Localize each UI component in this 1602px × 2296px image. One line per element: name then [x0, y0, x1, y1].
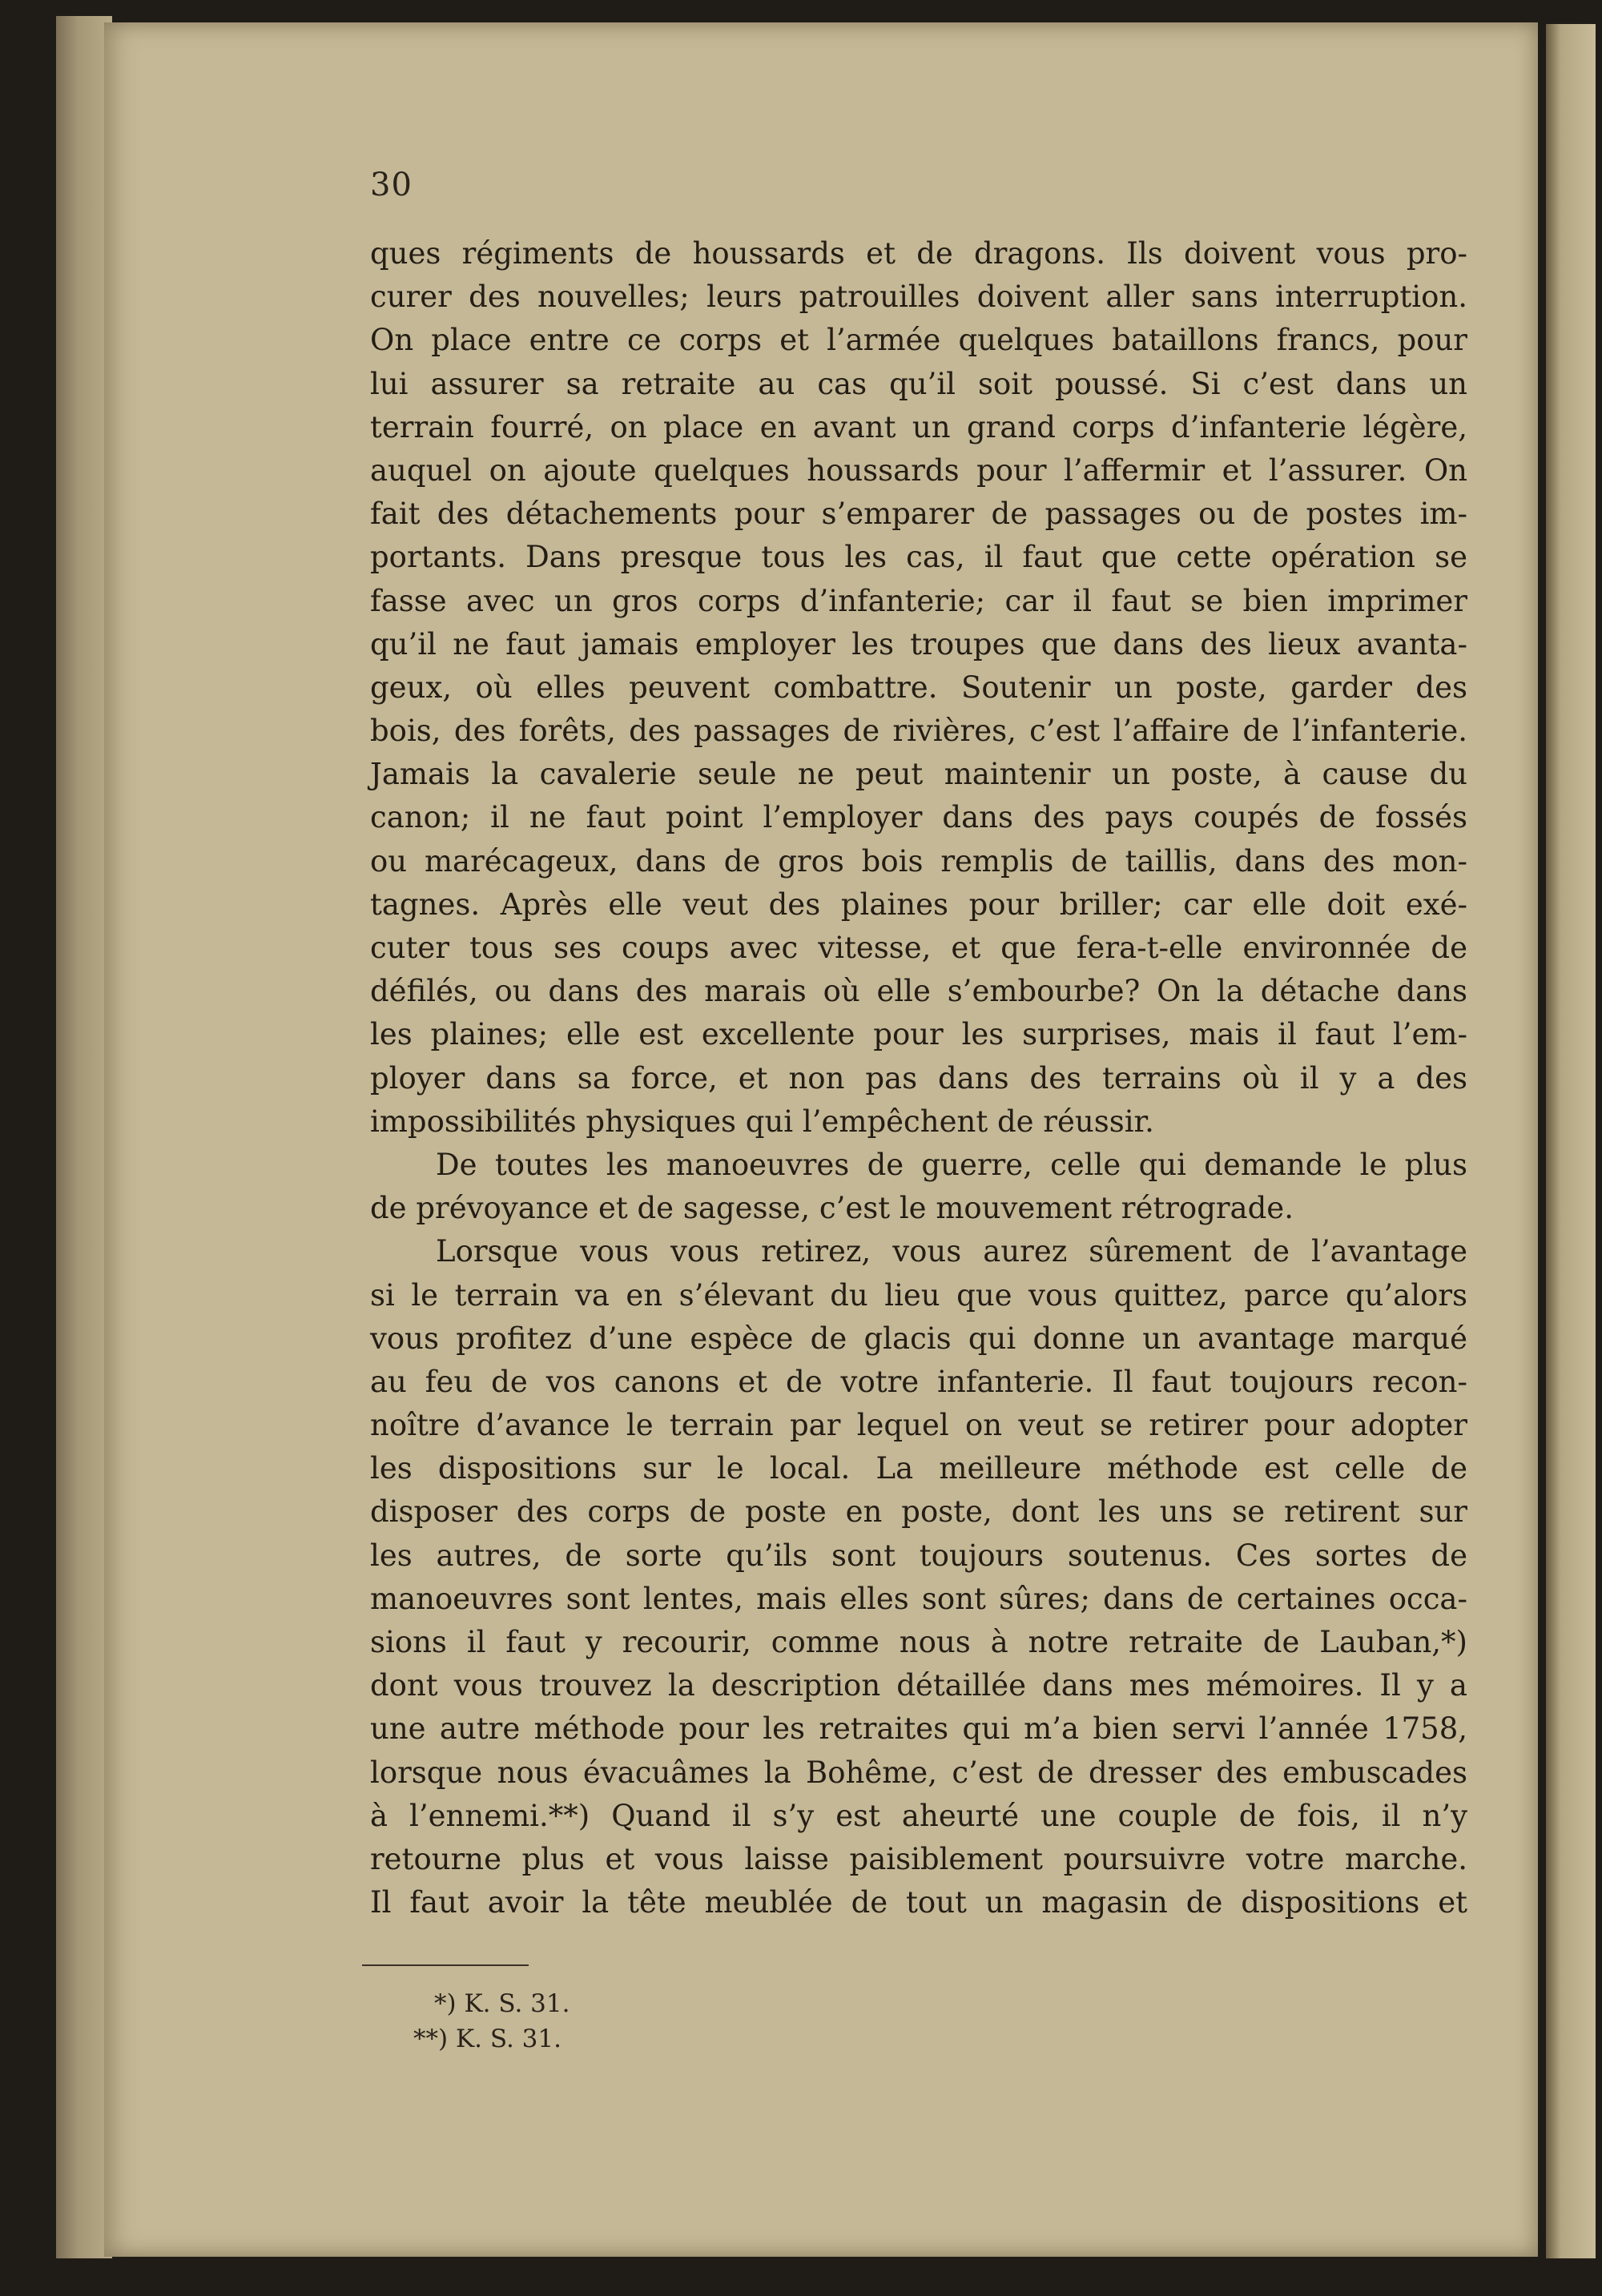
text-line: si le terrain va en s’élevant du lieu que vous quittez, parce qu’alors	[370, 1277, 1467, 1313]
text-line: impossibilités physiques qui l’empêchent de réussir.	[370, 1104, 1154, 1139]
text-line: défilés, ou dans des marais où elle s’embourbe? On la détache dans	[370, 974, 1467, 1009]
text-line: les plaines; elle est excellente pour les surprises, mais il faut l’em-	[370, 1017, 1467, 1052]
text-line: fasse avec un gros corps d’infanterie; car il faut se bien imprimer	[370, 583, 1467, 618]
text-line: Il faut avoir la tête meublée de tout un magasin de dispositions et	[370, 1885, 1467, 1920]
text-line: vous profitez d’une espèce de glacis qui donne un avantage marqué	[370, 1321, 1467, 1356]
text-line: ques régiments de houssards et de dragons. Ils doivent vous pro-	[370, 236, 1467, 271]
text-line: geux, où elles peuvent combattre. Soutenir un poste, garder des	[370, 669, 1467, 705]
text-line: canon; il ne faut point l’employer dans des pays coupés de fossés	[370, 800, 1467, 835]
footnotes	[413, 1986, 570, 2057]
text-line: De toutes les manoeuvres de guerre, celle qui demande le plus	[436, 1147, 1467, 1182]
text-line: de prévoyance et de sagesse, c’est le mouvement rétrograde.	[370, 1191, 1294, 1226]
text-line: fait des détachements pour s’emparer de passages ou de postes im-	[370, 497, 1467, 532]
text-line: terrain fourré, on place en avant un grand corps d’infanterie légère,	[370, 409, 1467, 444]
text-line: On place entre ce corps et l’armée quelques bataillons francs, pour	[370, 323, 1467, 358]
text-line: retourne plus et vous laisse paisiblement poursuivre votre marche.	[370, 1841, 1467, 1876]
text-line: lui assurer sa retraite au cas qu’il soit poussé. Si c’est dans un	[370, 366, 1467, 401]
footnote: **) K. S. 31.	[413, 2025, 562, 2053]
text-line: Lorsque vous vous retirez, vous aurez sûrement de l’avantage	[436, 1234, 1467, 1269]
text-line: auquel on ajoute quelques houssards pour l’affermir et l’assurer. On	[370, 452, 1467, 488]
text-line: manoeuvres sont lentes, mais elles sont sûres; dans de certaines occa-	[370, 1581, 1467, 1616]
text-line: ployer dans sa force, et non pas dans des terrains où il y a des	[370, 1060, 1467, 1096]
facing-page-strip	[1546, 24, 1596, 2258]
text-line: une autre méthode pour les retraites qui m’a bien servi l’année 1758,	[370, 1711, 1467, 1747]
text-line: cuter tous ses coups avec vitesse, et que fera-t-elle environnée de	[370, 931, 1467, 965]
text-line: bois, des forêts, des passages de rivières, c’est l’affaire de l’infanterie.	[370, 714, 1467, 749]
text-line: tagnes. Après elle veut des plaines pour briller; car elle doit exé-	[370, 887, 1467, 922]
body-text	[370, 232, 1467, 1924]
text-line: les dispositions sur le local. La meilleure méthode est celle de	[370, 1451, 1467, 1486]
footnote-divider	[362, 1964, 529, 1966]
text-line: portants. Dans presque tous les cas, il faut que cette opération se	[370, 540, 1467, 575]
text-line: sions il faut y recourir, comme nous à notre retraite de Lauban,*)	[370, 1625, 1467, 1659]
page-number: 30	[370, 167, 413, 203]
text-line: qu’il ne faut jamais employer les troupes que dans des lieux avanta-	[370, 626, 1467, 661]
text-line: noître d’avance le terrain par lequel on veut se retirer pour adopter	[370, 1408, 1467, 1443]
text-line: dont vous trouvez la description détaillée dans mes mémoires. Il y a	[370, 1668, 1467, 1703]
text-line: au feu de vos canons et de votre infanterie. Il faut toujours recon-	[370, 1364, 1467, 1399]
text-line: curer des nouvelles; leurs patrouilles doivent aller sans interruption.	[370, 279, 1467, 315]
text-line: à l’ennemi.**) Quand il s’y est aheurté une couple de fois, il n’y	[370, 1798, 1467, 1833]
text-line: disposer des corps de poste en poste, dont les uns se retirent sur	[370, 1494, 1467, 1530]
text-line: Jamais la cavalerie seule ne peut maintenir un poste, à cause du	[370, 757, 1467, 792]
text-line: lorsque nous évacuâmes la Bohême, c’est de dresser des embuscades	[370, 1755, 1467, 1790]
text-line: les autres, de sorte qu’ils sont toujours soutenus. Ces sortes de	[370, 1538, 1467, 1573]
footnote: *) K. S. 31.	[434, 1989, 570, 2018]
text-line: ou marécageux, dans de gros bois remplis de taillis, dans des mon-	[370, 843, 1467, 879]
